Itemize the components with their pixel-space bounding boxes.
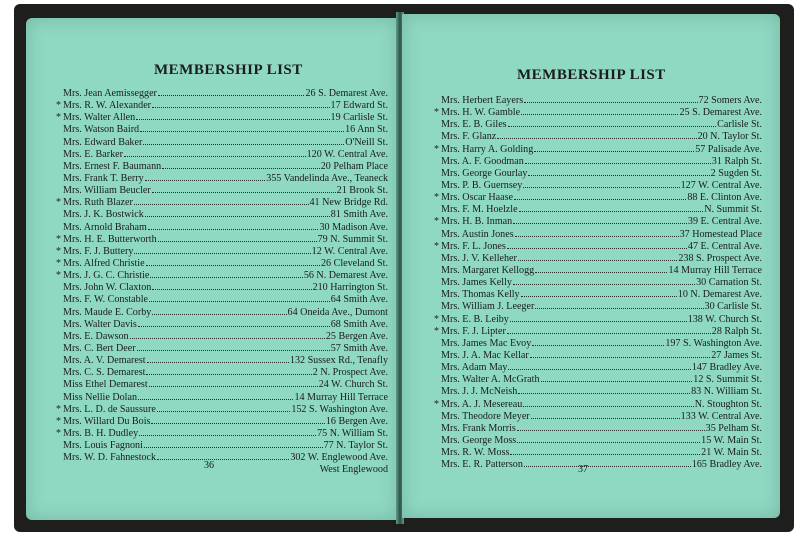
member-name: Mrs. B. H. Dudley: [63, 427, 139, 439]
member-address: 83 N. William St.: [691, 386, 762, 398]
membership-star-mark: *: [55, 233, 61, 245]
member-name: Mrs. George Moss: [441, 434, 517, 446]
dot-leader: [510, 321, 687, 322]
member-entry: [54, 173, 388, 185]
dot-leader: [518, 393, 690, 394]
member-entry: [432, 131, 762, 143]
member-entry: [54, 161, 388, 173]
member-entry: [432, 107, 762, 119]
member-address: 12 W. Central Ave.: [311, 245, 388, 257]
dot-leader: [521, 296, 677, 297]
dot-leader: [147, 362, 289, 363]
dot-leader: [535, 308, 703, 309]
member-name: Mrs. Alfred Christie: [63, 257, 145, 269]
member-address: 21 Brook St.: [336, 185, 388, 197]
dot-leader: [158, 95, 305, 96]
dot-leader: [507, 333, 711, 334]
dot-leader: [137, 350, 330, 351]
member-address: 355 Vandelinda Ave., Teaneck: [266, 172, 388, 184]
member-name: Mrs. Walter A. McGrath: [441, 374, 540, 386]
member-name: Miss Ethel Demarest: [63, 379, 148, 391]
member-entry: [54, 416, 388, 428]
member-entry: [54, 379, 388, 391]
member-address: 14 Murray Hill Terrace: [294, 391, 388, 403]
dot-leader: [149, 301, 330, 302]
dot-leader: [514, 199, 686, 200]
member-name: Mrs. Herbert Eayers: [441, 95, 524, 106]
page-36: [26, 18, 398, 520]
dot-leader: [143, 144, 344, 145]
member-name: Mrs. Frank T. Berry: [63, 172, 144, 184]
member-name: Mrs. A. V. Demarest: [63, 355, 146, 367]
member-name: Mrs. A. F. Goodman: [441, 155, 524, 167]
member-address: 21 W. Main St.: [701, 447, 762, 459]
member-address: 30 Carlisle St.: [704, 301, 762, 313]
dot-leader: [531, 418, 680, 419]
dot-leader: [508, 369, 690, 370]
member-address: 165 Bradley Ave.: [691, 459, 762, 471]
member-entry: [432, 386, 762, 398]
member-name: Mrs. William J. Leeger: [441, 301, 535, 313]
page-number: 37: [578, 464, 588, 475]
member-entry: [432, 326, 762, 338]
member-entry: [54, 307, 388, 319]
member-name: Mrs. H. W. Gamble: [441, 107, 521, 119]
member-address: 210 Harrington St.: [312, 282, 388, 294]
membership-star-mark: *: [55, 427, 61, 439]
member-entry: [432, 362, 762, 374]
dot-leader: [149, 386, 318, 387]
membership-star-mark: *: [433, 216, 439, 228]
member-name: Mrs. Watson Baird: [63, 124, 140, 136]
dot-leader: [541, 381, 693, 382]
member-entry: [54, 197, 388, 209]
member-entry: [54, 319, 388, 331]
member-entry: [54, 258, 388, 270]
member-address: 24 W. Church St.: [318, 379, 388, 391]
dot-leader: [532, 345, 664, 346]
member-name: Mrs. C. S. Demarest: [63, 367, 146, 379]
member-entry: [54, 88, 388, 100]
dot-leader: [513, 284, 695, 285]
member-name: Mrs. Adam May: [441, 362, 508, 374]
member-entry: [432, 204, 762, 216]
page-number: 36: [204, 460, 214, 471]
dot-leader: [517, 442, 700, 443]
dot-leader: [134, 253, 310, 254]
member-name: Mrs. Harry A. Golding: [441, 143, 534, 155]
member-address: 30 Madison Ave.: [319, 221, 388, 233]
member-name: Mrs. H. B. Inman: [441, 216, 513, 228]
member-entry: [54, 246, 388, 258]
dot-leader: [524, 466, 691, 467]
member-name: Mrs. C. Bert Deer: [63, 342, 136, 354]
member-address: 81 Smith Ave.: [330, 209, 388, 221]
dot-leader: [525, 163, 711, 164]
member-entry: [432, 277, 762, 289]
dot-leader: [148, 229, 319, 230]
member-name: Mrs. James Mac Evoy: [441, 337, 532, 349]
membership-star-mark: *: [433, 398, 439, 410]
member-address: 19 Carlisle St.: [330, 112, 388, 124]
member-name: Mrs. Louis Fagnoni: [63, 440, 143, 452]
member-name: Mrs. P. B. Guernsey: [441, 179, 523, 191]
member-entry: [432, 435, 762, 447]
member-address: 31 Ralph St.: [711, 155, 762, 167]
dot-leader: [136, 119, 329, 120]
dot-leader: [515, 236, 679, 237]
member-address: 30 Carnation St.: [696, 277, 762, 289]
dot-leader: [138, 399, 293, 400]
member-entry: [54, 404, 388, 416]
member-name: Mrs. Oscar Haase: [441, 192, 514, 204]
member-entry: [432, 399, 762, 411]
member-address: 26 Cleveland St.: [320, 257, 388, 269]
member-address: 15 W. Main St.: [701, 434, 762, 446]
page-title: MEMBERSHIP LIST: [154, 62, 303, 78]
member-name: Mrs. J. A. Mac Kellar: [441, 349, 529, 361]
membership-star-mark: *: [433, 143, 439, 155]
dot-leader: [535, 272, 667, 273]
dot-leader: [157, 411, 291, 412]
member-address: 16 Bergen Ave.: [325, 415, 388, 427]
member-address: 127 W. Central Ave.: [680, 179, 762, 191]
membership-star-mark: *: [433, 325, 439, 337]
member-name: Mrs. William Beucler: [63, 185, 151, 197]
member-address: 47 E. Central Ave.: [687, 240, 762, 252]
member-name: Mrs. Jean Aemissegger: [63, 88, 157, 99]
dot-leader: [517, 430, 705, 431]
member-entry: [54, 124, 388, 136]
member-name: Mrs. W. D. Fahnestock: [63, 452, 157, 464]
dot-leader: [534, 151, 694, 152]
member-address: 20 Pelham Place: [320, 160, 388, 172]
member-address: 132 Sussex Rd., Tenafly: [289, 355, 388, 367]
member-name: Mrs. Thomas Kelly: [441, 289, 520, 301]
member-entry: [432, 411, 762, 423]
member-name: Mrs. James Kelly: [441, 277, 512, 289]
member-entry: [432, 156, 762, 168]
membership-star-mark: *: [433, 313, 439, 325]
member-address: 28 Ralph St.: [711, 325, 762, 337]
member-name: Mrs. Walter Allen: [63, 112, 136, 124]
member-address: 133 W. Central Ave.: [680, 410, 762, 422]
dot-leader: [124, 156, 306, 157]
member-entry: [54, 112, 388, 124]
dot-leader: [519, 211, 704, 212]
member-name: Mrs. E. Barker: [63, 148, 123, 160]
member-entry: [432, 95, 762, 107]
member-name: Mrs. E. R. Patterson: [441, 459, 523, 471]
membership-star-mark: *: [433, 240, 439, 252]
member-entry: [432, 314, 762, 326]
member-address: 138 W. Church St.: [687, 313, 762, 325]
member-entry: [432, 144, 762, 156]
member-entry: [432, 216, 762, 228]
member-entry: [432, 350, 762, 362]
membership-star-mark: *: [55, 100, 61, 112]
member-entry: [54, 234, 388, 246]
page-title: MEMBERSHIP LIST: [517, 67, 666, 83]
member-entry: [432, 241, 762, 253]
member-address: N. Summit St.: [704, 204, 762, 216]
dot-leader: [523, 187, 679, 188]
member-address: O'Neill St.: [345, 136, 388, 148]
member-entry: [54, 452, 388, 464]
member-entry: [54, 100, 388, 112]
dot-leader: [134, 204, 309, 205]
dot-leader: [528, 175, 709, 176]
member-entry: [54, 270, 388, 282]
member-entry: [432, 289, 762, 301]
dot-leader: [158, 241, 317, 242]
dot-leader: [521, 114, 678, 115]
member-name: Mrs. Frank Morris: [441, 422, 516, 434]
member-entry: [432, 338, 762, 350]
member-name: Mrs. F. J. Buttery: [63, 245, 134, 257]
dot-leader: [151, 423, 324, 424]
member-name: Mrs. Margaret Kellogg: [441, 264, 535, 276]
member-entry: [54, 367, 388, 379]
member-address: 88 E. Clinton Ave.: [687, 192, 762, 204]
member-name: Mrs. H. E. Butterworth: [63, 233, 157, 245]
dot-leader: [140, 131, 344, 132]
member-name: Mrs. F. M. Hoelzle: [441, 204, 518, 216]
membership-star-mark: *: [55, 403, 61, 415]
member-address: 27 James St.: [711, 349, 762, 361]
member-entry: [432, 192, 762, 204]
member-entry: [54, 149, 388, 161]
membership-star-mark: *: [55, 112, 61, 124]
dot-leader: [152, 314, 286, 315]
member-address: 120 W. Central Ave.: [306, 148, 388, 160]
member-address: 2 N. Prospect Ave.: [312, 367, 388, 379]
member-address: 75 N. William St.: [317, 427, 388, 439]
member-entry: [54, 428, 388, 440]
membership-star-mark: *: [55, 197, 61, 209]
member-address: 57 Smith Ave.: [330, 342, 388, 354]
member-name: Mrs. R. W. Alexander: [63, 100, 152, 112]
member-entry: [54, 355, 388, 367]
member-address: 197 S. Washington Ave.: [665, 337, 762, 349]
member-name: Mrs. F. W. Constable: [63, 294, 148, 306]
member-entry: [432, 180, 762, 192]
member-address: N. Stoughton St.: [694, 398, 762, 410]
member-name: Mrs. George Gourlay: [441, 167, 528, 179]
member-name: Mrs. E. B. Leiby: [441, 313, 509, 325]
member-name: Mrs. Willard Du Bois: [63, 415, 151, 427]
member-name: Mrs. F. L. Jones: [441, 240, 506, 252]
dot-leader: [145, 180, 266, 181]
member-address: 12 S. Summit St.: [693, 374, 762, 386]
dot-leader: [145, 216, 330, 217]
dot-leader: [157, 459, 289, 460]
member-name: Mrs. John W. Claxton: [63, 282, 152, 294]
dot-leader: [144, 447, 323, 448]
dot-leader: [513, 223, 687, 224]
dot-leader: [152, 192, 336, 193]
member-entry: [54, 222, 388, 234]
member-name: Mrs. A. J. Mesereau: [441, 398, 523, 410]
member-name: Mrs. Maude E. Corby: [63, 306, 152, 318]
membership-star-mark: *: [433, 192, 439, 204]
member-name: Miss Nellie Dolan: [63, 391, 138, 403]
page-37: [402, 14, 780, 518]
member-name: Mrs. Theodore Meyer: [441, 410, 530, 422]
member-address: 152 S. Washington Ave.: [291, 403, 388, 415]
member-name: Mrs. J. V. Kelleher: [441, 252, 517, 264]
member-entry: [54, 137, 388, 149]
dot-leader: [146, 374, 311, 375]
member-address: 68 Smith Ave.: [330, 318, 388, 330]
dot-leader: [162, 168, 320, 169]
member-address: 57 Palisade Ave.: [695, 143, 762, 155]
member-name: Mrs. E. B. Giles: [441, 119, 507, 131]
membership-list: [54, 88, 388, 477]
dot-leader: [497, 138, 696, 139]
member-entry: [54, 282, 388, 294]
dot-leader: [152, 107, 329, 108]
member-entry: [432, 168, 762, 180]
member-address: 20 N. Taylor St.: [697, 131, 762, 143]
dot-leader: [150, 277, 302, 278]
member-address: Carlisle St.: [717, 119, 762, 131]
member-name: Mrs. F. Glanz: [441, 131, 497, 143]
dot-leader: [523, 406, 693, 407]
member-address: 10 N. Demarest Ave.: [677, 289, 762, 301]
member-name: Mrs. Austin Jones: [441, 228, 514, 240]
dot-leader: [524, 102, 697, 103]
member-entry: [432, 265, 762, 277]
dot-leader: [510, 454, 700, 455]
member-address: 41 New Bridge Rd.: [309, 197, 388, 209]
dot-leader: [130, 338, 325, 339]
member-address: 302 W. Englewood Ave.: [290, 452, 388, 464]
member-entry: [54, 343, 388, 355]
member-address: 77 N. Taylor St.: [323, 440, 388, 452]
member-address: 35 Pelham St.: [705, 422, 762, 434]
member-name: Mrs. E. Dawson: [63, 330, 129, 342]
member-address: 25 S. Demarest Ave.: [679, 107, 762, 119]
member-entry: [54, 440, 388, 452]
member-name: Mrs. J. J. McNeish: [441, 386, 518, 398]
dot-leader: [530, 357, 711, 358]
member-entry: [54, 331, 388, 343]
member-entry: [432, 229, 762, 241]
member-name: Mrs. Ruth Blazer: [63, 197, 133, 209]
membership-star-mark: *: [55, 415, 61, 427]
dot-leader: [139, 435, 316, 436]
member-entry: [54, 392, 388, 404]
member-entry: [432, 374, 762, 386]
member-address: 147 Bradley Ave.: [691, 362, 762, 374]
member-address: 16 Ann St.: [345, 124, 388, 136]
member-name: Mrs. Arnold Braham: [63, 221, 147, 233]
membership-list: [432, 95, 762, 471]
address-continuation: West Englewood: [319, 464, 388, 476]
dot-leader: [138, 326, 330, 327]
member-name: Mrs. F. J. Lipter: [441, 325, 506, 337]
member-address: 37 Homestead Place: [679, 228, 762, 240]
member-name: Mrs. Walter Davis: [63, 318, 137, 330]
dot-leader: [518, 260, 677, 261]
member-name: Mrs. R. W. Moss: [441, 447, 510, 459]
member-address: 64 Oneida Ave., Dumont: [287, 306, 388, 318]
member-entry: [54, 294, 388, 306]
member-name: Mrs. Edward Baker: [63, 136, 143, 148]
member-address: 14 Murray Hill Terrace: [668, 264, 762, 276]
dot-leader: [152, 289, 311, 290]
membership-star-mark: *: [55, 270, 61, 282]
member-address: 26 S. Demarest Ave.: [305, 88, 388, 99]
member-address: 39 E. Central Ave.: [687, 216, 762, 228]
membership-star-mark: *: [433, 107, 439, 119]
member-entry: [432, 119, 762, 131]
member-entry: [54, 209, 388, 221]
dot-leader: [146, 265, 320, 266]
member-address: 17 Edward St.: [330, 100, 388, 112]
member-address: 64 Smith Ave.: [330, 294, 388, 306]
member-entry: [432, 301, 762, 313]
dot-leader: [508, 126, 717, 127]
member-address: 2 Sugden St.: [710, 167, 762, 179]
member-entry: [432, 459, 762, 471]
member-name: Mrs. J. G. C. Christie: [63, 270, 150, 282]
member-name: Mrs. L. D. de Saussure: [63, 403, 156, 415]
member-entry: [432, 423, 762, 435]
member-name: Mrs. Ernest F. Baumann: [63, 160, 162, 172]
member-name: Mrs. J. K. Bostwick: [63, 209, 144, 221]
member-entry: [432, 253, 762, 265]
member-address: 56 N. Demarest Ave.: [303, 270, 388, 282]
dot-leader: [507, 248, 687, 249]
member-entry: [54, 185, 388, 197]
member-address: 238 S. Prospect Ave.: [678, 252, 762, 264]
membership-star-mark: *: [55, 245, 61, 257]
member-address: 72 Somers Ave.: [698, 95, 762, 106]
member-address: 79 N. Summit St.: [317, 233, 388, 245]
membership-star-mark: *: [55, 257, 61, 269]
member-address: 25 Bergen Ave.: [325, 330, 388, 342]
member-entry: [432, 447, 762, 459]
